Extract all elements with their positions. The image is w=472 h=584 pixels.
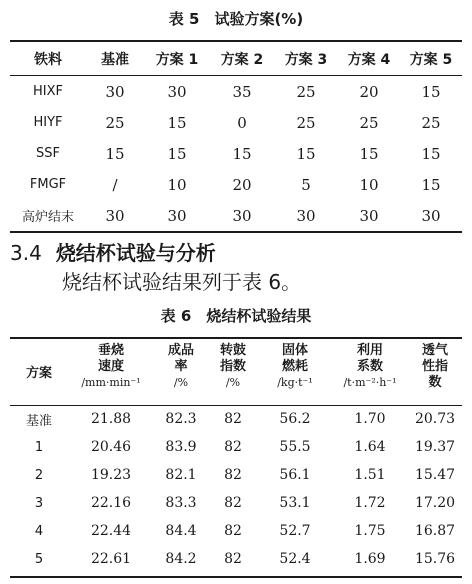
table-cell: 15 bbox=[421, 175, 441, 194]
table-cell: 基准 bbox=[25, 413, 52, 429]
section-heading bbox=[10, 237, 216, 266]
table6-header-cell: 转鼓 指数 /% bbox=[219, 343, 246, 389]
table6-header-cell: 固体 燃耗 /kg·t⁻¹ bbox=[277, 343, 313, 389]
table-cell: 82 bbox=[224, 467, 242, 483]
table-cell: 25 bbox=[421, 113, 441, 132]
table-cell: 52.7 bbox=[279, 523, 311, 539]
table-cell: 4 bbox=[34, 523, 44, 539]
table-cell: SSF bbox=[36, 146, 60, 161]
table-cell: 82 bbox=[224, 411, 242, 427]
table-cell: 25 bbox=[105, 113, 125, 132]
table-cell: 52.4 bbox=[279, 551, 311, 567]
table-cell: 5 bbox=[301, 175, 311, 194]
table-cell: 1.72 bbox=[354, 495, 386, 511]
table-cell: 1 bbox=[34, 439, 44, 455]
table-cell: 15 bbox=[421, 144, 441, 163]
table-cell: 2 bbox=[34, 467, 44, 483]
table6 bbox=[10, 339, 462, 573]
table-cell: 15 bbox=[105, 144, 125, 163]
table-cell: 3 bbox=[34, 495, 44, 511]
table-cell: 56.2 bbox=[279, 411, 311, 427]
table-cell: 1.51 bbox=[354, 467, 386, 483]
table-cell: 1.69 bbox=[354, 551, 386, 567]
table-cell: 5 bbox=[34, 551, 44, 567]
table5-header-cell: 方案 2 bbox=[220, 52, 264, 68]
table-row bbox=[10, 169, 462, 200]
table-row bbox=[10, 200, 462, 231]
table5 bbox=[10, 42, 462, 231]
table-cell: 30 bbox=[421, 206, 441, 225]
table-cell: 20 bbox=[359, 82, 379, 101]
table-cell: 15.47 bbox=[414, 467, 456, 483]
table-row bbox=[10, 489, 462, 517]
table-cell: 21.88 bbox=[90, 411, 132, 427]
table-cell: 84.2 bbox=[165, 551, 197, 567]
table-cell: 19.37 bbox=[414, 439, 456, 455]
table-cell: FMGF bbox=[29, 177, 67, 192]
table-cell: 15.76 bbox=[414, 551, 456, 567]
table-cell: 15 bbox=[296, 144, 316, 163]
table-cell: 15 bbox=[421, 82, 441, 101]
table-cell: 30 bbox=[105, 206, 125, 225]
table-cell: 55.5 bbox=[279, 439, 311, 455]
table-cell: 10 bbox=[167, 175, 187, 194]
section-number: 3.4 bbox=[10, 241, 42, 265]
table-cell: 22.16 bbox=[90, 495, 132, 511]
table-cell: 1.75 bbox=[354, 523, 386, 539]
table6-caption: 表 6 烧结杯试验结果 bbox=[160, 307, 312, 325]
table-cell: 20.73 bbox=[414, 411, 456, 427]
table-cell: 53.1 bbox=[279, 495, 311, 511]
table-cell: 1.64 bbox=[354, 439, 386, 455]
table-cell: 0 bbox=[237, 113, 247, 132]
table6-header-cell: 利用 系数 /t·m⁻²·h⁻¹ bbox=[343, 343, 397, 389]
table5-bottom-rule bbox=[10, 231, 462, 233]
table-row bbox=[10, 545, 462, 573]
table-cell: 84.4 bbox=[165, 523, 197, 539]
table5-header-cell: 方案 3 bbox=[284, 52, 328, 68]
table-cell: 22.44 bbox=[90, 523, 132, 539]
table6-header-rule bbox=[10, 405, 462, 406]
table5-header-cell: 方案 5 bbox=[409, 52, 453, 68]
table5-header-cell: 基准 bbox=[101, 52, 129, 68]
table-cell: HIXF bbox=[33, 84, 63, 99]
table-cell: 16.87 bbox=[414, 523, 456, 539]
table-cell: / bbox=[112, 175, 118, 194]
table-cell: HIYF bbox=[33, 115, 63, 130]
table6-header-cell: 成品 率 /% bbox=[167, 343, 194, 389]
table6-header-row bbox=[10, 339, 462, 405]
section-title: 烧结杯试验与分析 bbox=[55, 241, 216, 265]
table-cell: 56.1 bbox=[279, 467, 311, 483]
table-row bbox=[10, 405, 462, 433]
table5-header-row bbox=[10, 42, 462, 76]
table-cell: 22.61 bbox=[90, 551, 132, 567]
table5-header-cell: 方案 4 bbox=[347, 52, 391, 68]
table-row bbox=[10, 517, 462, 545]
table-row bbox=[10, 433, 462, 461]
table-cell: 17.20 bbox=[414, 495, 456, 511]
table-cell: 20 bbox=[232, 175, 252, 194]
table6-bottom-rule bbox=[10, 576, 462, 578]
table5-caption: 表 5 试验方案(%) bbox=[168, 10, 304, 28]
body-paragraph: 烧结杯试验结果列于表 6。 bbox=[62, 270, 302, 294]
table-row bbox=[10, 76, 462, 107]
table-cell: 30 bbox=[359, 206, 379, 225]
table-cell: 82.3 bbox=[165, 411, 197, 427]
table5-header-cell: 方案 1 bbox=[155, 52, 199, 68]
table-cell: 30 bbox=[105, 82, 125, 101]
table-cell: 15 bbox=[167, 113, 187, 132]
table-cell: 15 bbox=[359, 144, 379, 163]
table-cell: 82 bbox=[224, 495, 242, 511]
table6-header-cell: 透气 性指 数 bbox=[421, 343, 448, 390]
table-row bbox=[10, 138, 462, 169]
table-cell: 82 bbox=[224, 523, 242, 539]
table-cell: 25 bbox=[296, 113, 316, 132]
table-cell: 20.46 bbox=[90, 439, 132, 455]
table-cell: 25 bbox=[359, 113, 379, 132]
table-cell: 25 bbox=[296, 82, 316, 101]
table-cell: 19.23 bbox=[90, 467, 132, 483]
table6-header-cell: 垂烧 速度 /mm·min⁻¹ bbox=[81, 343, 141, 389]
table-cell: 30 bbox=[167, 206, 187, 225]
table-cell: 高炉结末 bbox=[21, 210, 74, 225]
table-cell: 10 bbox=[359, 175, 379, 194]
table-cell: 30 bbox=[232, 206, 252, 225]
table5-header-rule bbox=[10, 75, 462, 76]
table-row bbox=[10, 107, 462, 138]
table5-header-cell: 铁料 bbox=[34, 52, 62, 68]
table-cell: 15 bbox=[167, 144, 187, 163]
table-row bbox=[10, 461, 462, 489]
table-cell: 30 bbox=[167, 82, 187, 101]
table6-header-cell: 方案 bbox=[25, 366, 52, 381]
table-cell: 83.9 bbox=[165, 439, 197, 455]
table-cell: 82.1 bbox=[165, 467, 197, 483]
table-cell: 83.3 bbox=[165, 495, 197, 511]
table-cell: 82 bbox=[224, 551, 242, 567]
table-cell: 15 bbox=[232, 144, 252, 163]
table-cell: 1.70 bbox=[354, 411, 386, 427]
table-cell: 35 bbox=[232, 82, 252, 101]
table-cell: 30 bbox=[296, 206, 316, 225]
table-cell: 82 bbox=[224, 439, 242, 455]
